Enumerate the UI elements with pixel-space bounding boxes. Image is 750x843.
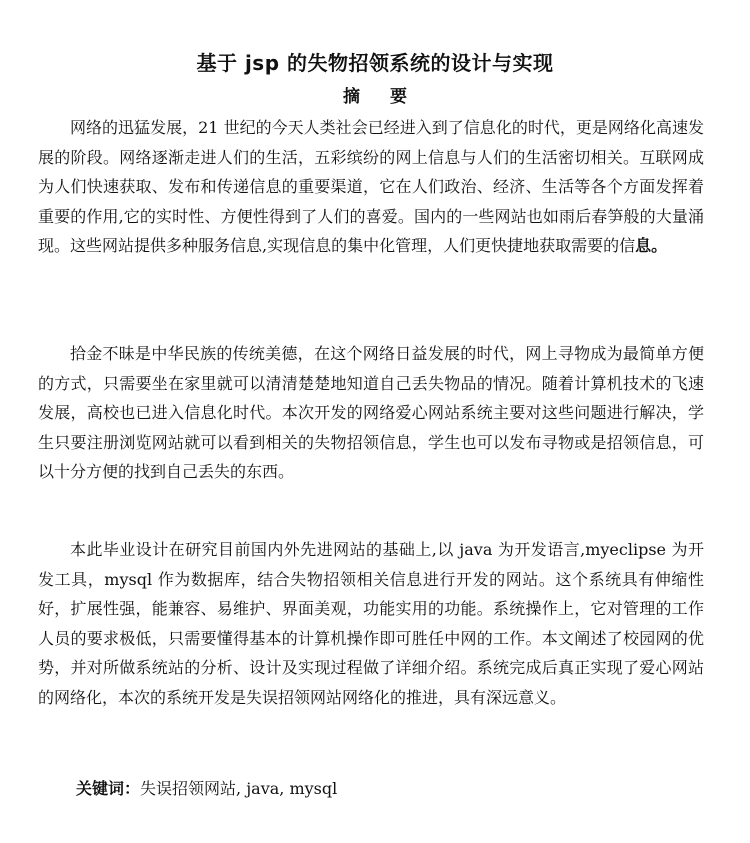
- paragraph-1-text: 网络的迅猛发展，21 世纪的今天人类社会已经进入到了信息化的时代，更是网络化高速发展的阶段。网络逐渐走进人们的生活，五彩缤纷的网上信息与人们的生活密切相关。互联网成为人们快速获取、发布和传递信息的重要渠道，它在人们政治、经济、生活等各个方面发挥着重要的作用,它的实时性、方便性得到了人们的喜爱。国内的一些网站也如雨后春笋般的大量涌现。这些网站提供多种服务信息,实现信息的集中化管理，人们更快捷地获取需要的信: [38, 118, 704, 256]
- abstract-heading: 摘 要: [343, 87, 419, 107]
- keywords-label: 关键词：: [76, 779, 141, 798]
- abstract-paragraph-1: [38, 113, 704, 261]
- paragraph-1-ending: 息。: [635, 236, 668, 256]
- abstract-paragraph-3: 本此毕业设计在研究目前国内外先进网站的基础上,以 java 为开发语言,myeclipse 为开发工具，mysql 作为数据库，结合失物招领相关信息进行开发的网站。这个系统具有伸缩性好，扩展性强，能兼容、易维护、界面美观，功能实用的功能。系统操作上，它对管理的工作人员的要求极低，只需要懂得基本的计算机操作即可胜任中网的工作。本文阐述了校园网的优势，并对所做系统站的分析、设计及实现过程做了详细介绍。系统完成后真正实现了爱心网站的网络化，本次的系统开发是失误招领网站网络化的推进，具有深远意义。: [38, 540, 704, 707]
- keywords-value: 失误招领网站, java, mysql: [140, 779, 338, 798]
- document-title: 基于 jsp 的失物招领系统的设计与实现: [196, 51, 554, 75]
- abstract-paragraph-2: 拾金不昧是中华民族的传统美德，在这个网络日益发展的时代，网上寻物成为最简单方便的方式，只需要坐在家里就可以清清楚楚地知道自己丢失物品的情况。随着计算机技术的飞速发展，高校也已进入信息化时代。本次开发的网络爱心网站系统主要对这些问题进行解决，学生只要注册浏览网站就可以看到相关的失物招领信息，学生也可以发布寻物或是招领信息，可以十分方便的找到自己丢失的东西。: [38, 344, 704, 482]
- keywords-line: [76, 774, 337, 804]
